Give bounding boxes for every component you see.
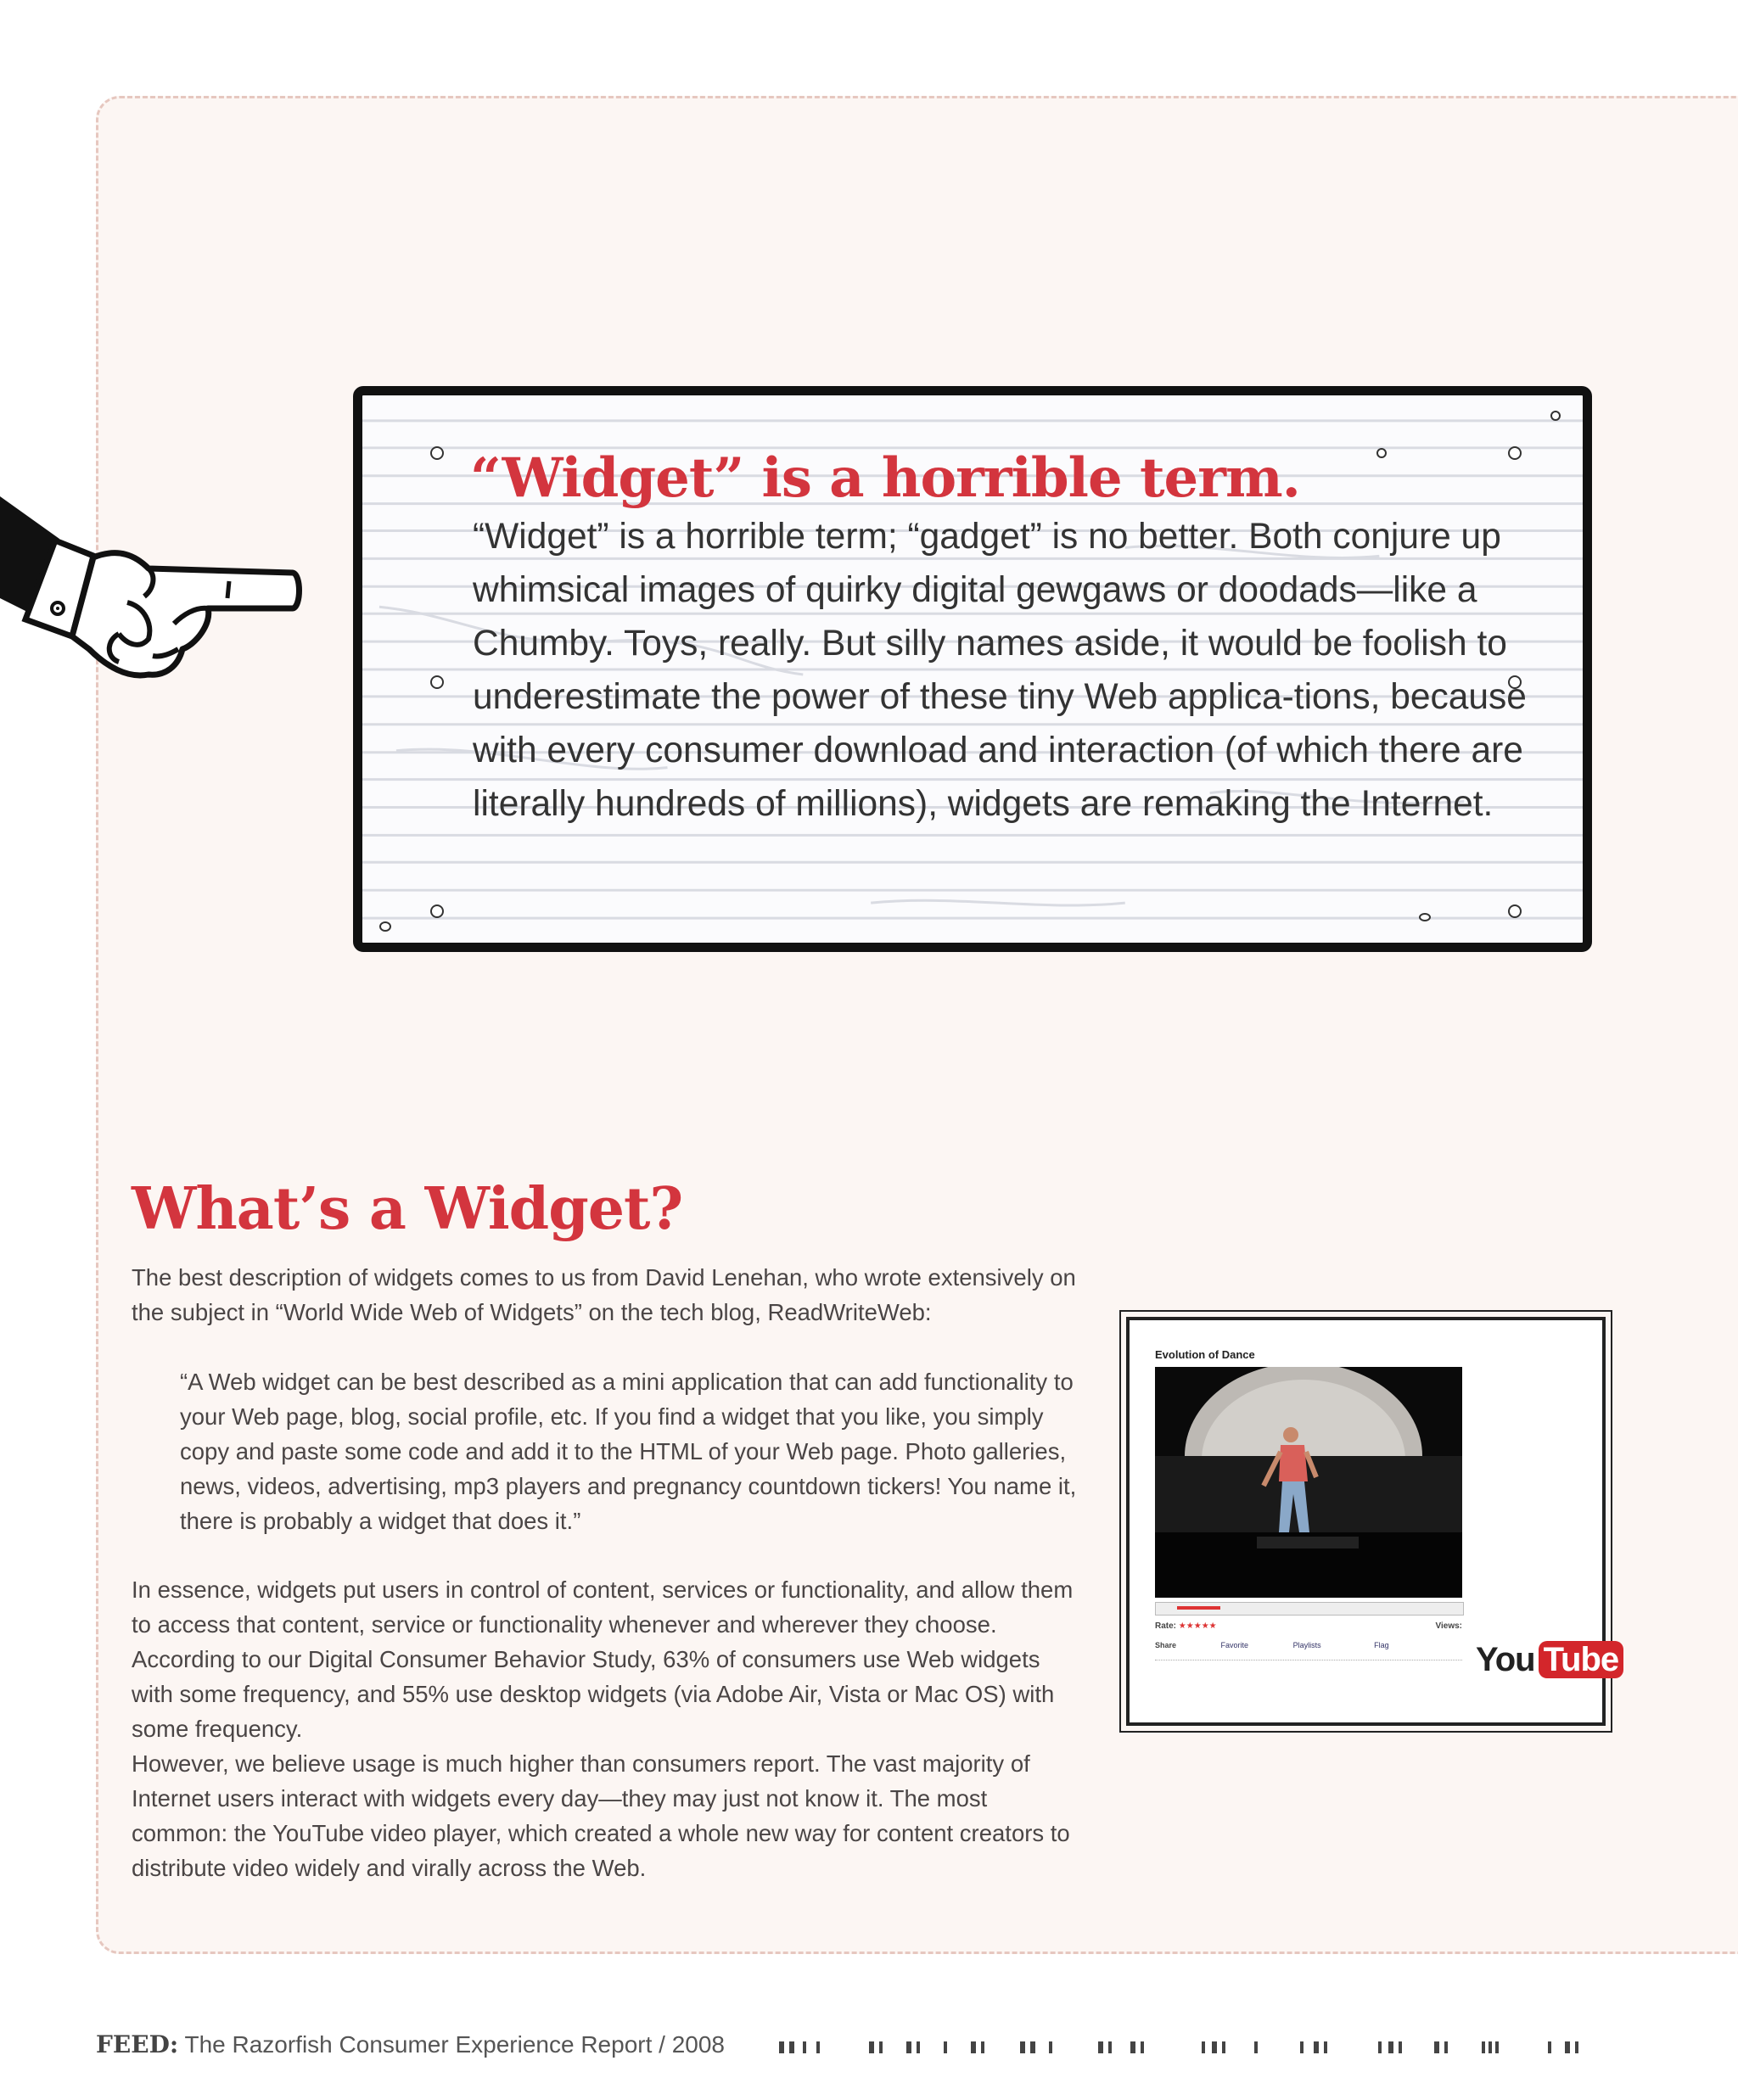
star-rating-icon[interactable]: ★★★★★ bbox=[1178, 1621, 1217, 1631]
logo-you: You bbox=[1476, 1641, 1535, 1678]
section-title: What’s a Widget? bbox=[132, 1175, 683, 1243]
youtube-player-figure bbox=[1126, 1317, 1619, 1726]
nail-icon bbox=[430, 675, 444, 689]
video-title: Evolution of Dance bbox=[1155, 1348, 1255, 1361]
sign-body: “Widget” is a horrible term; “gadget” is no better. Both conjure up whimsical images of quirky digital gewgaws or doodads—like a Chumby. Toys, really. But silly names aside, it would be foolish to underestimate the power of these tiny Web applica-tions, because with every consumer download and interaction (of which there are literally hundreds of millions), widgets are remaking the Internet. bbox=[473, 517, 1527, 824]
flag-button[interactable]: Flag bbox=[1374, 1641, 1389, 1649]
nail-icon bbox=[379, 921, 391, 932]
nail-icon bbox=[1508, 446, 1522, 460]
nail-icon bbox=[1508, 904, 1522, 918]
footer-brand: FEED: bbox=[96, 2030, 179, 2058]
body-paragraph-2: In essence, widgets put users in control of content, services or functionality, and allow them to access that content, service or functionality whenever and wherever they choose. According to our Digital Consumer Behavior Study, 63% of consumers use Web widgets with some frequency, and 55% use desktop widgets (via Adobe Air, Vista or Mac OS) with some frequency. bbox=[132, 1576, 1074, 1742]
body-paragraph-3: However, we believe usage is much higher than consumers report. The vast majority of Internet users interact with widgets every day—they may just not know it. The most common: the YouTube video player, which created a whole new way for content creators to distribute video widely and virally across the Web. bbox=[132, 1750, 1070, 1881]
footer-text: The Razorfish Consumer Experience Report / 2008 bbox=[178, 2031, 725, 2058]
video-controls[interactable] bbox=[1155, 1602, 1464, 1616]
playlists-button[interactable]: Playlists bbox=[1292, 1641, 1321, 1649]
favorite-button[interactable]: Favorite bbox=[1220, 1641, 1249, 1649]
views-label: Views: bbox=[1435, 1621, 1462, 1631]
nail-icon bbox=[1550, 411, 1561, 421]
quote-sign bbox=[353, 386, 1592, 952]
video-progress-bar[interactable] bbox=[1177, 1606, 1220, 1610]
nail-icon bbox=[1419, 913, 1431, 921]
video-screen[interactable] bbox=[1155, 1367, 1462, 1598]
block-quote: “A Web widget can be best described as a mini application that can add functionality to your Web page, blog, social profile, etc. If you find a widget that you like, you simply copy and paste some code and add it to the HTML of your Web page. Photo galleries, news, videos, advertising, mp3 players and pregnancy countdown tickers! You name it, there is probably a widget that does it.” bbox=[180, 1369, 1077, 1534]
video-frame-image bbox=[1155, 1367, 1462, 1598]
nail-icon bbox=[1376, 448, 1387, 458]
logo-tube: Tube bbox=[1539, 1641, 1624, 1678]
barcode-decoration bbox=[779, 2038, 1594, 2055]
rate-label: Rate: bbox=[1155, 1621, 1177, 1631]
youtube-logo bbox=[1476, 1641, 1623, 1679]
share-links-row bbox=[1155, 1660, 1462, 1666]
nail-icon bbox=[430, 446, 444, 460]
page-footer bbox=[96, 2030, 725, 2058]
pointing-hand-icon bbox=[0, 488, 306, 700]
share-button[interactable]: Share bbox=[1155, 1641, 1177, 1649]
sign-title: “Widget” is a horrible term. bbox=[470, 446, 1300, 510]
nail-icon bbox=[430, 904, 444, 918]
intro-paragraph: The best description of widgets comes to us from David Lenehan, who wrote extensively on the subject in “World Wide Web of Widgets” on the tech blog, ReadWriteWeb: bbox=[132, 1264, 1076, 1325]
rating-row bbox=[1155, 1621, 1462, 1633]
action-row bbox=[1155, 1641, 1462, 1653]
